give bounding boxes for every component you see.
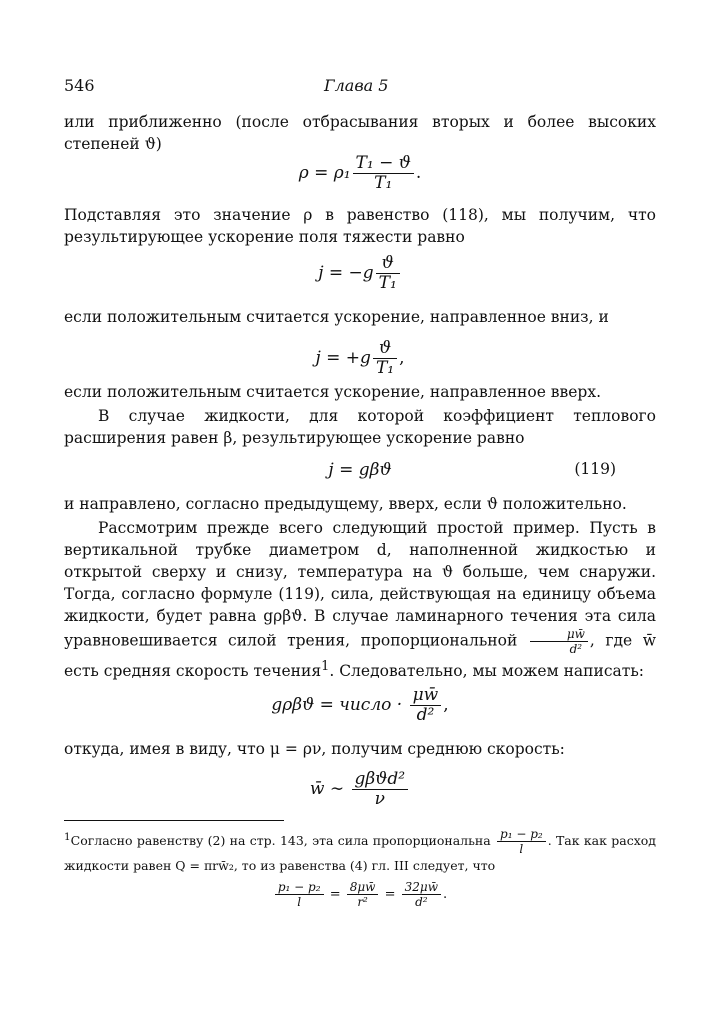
footnote-formula-den-1: l [297,895,302,909]
footnote-formula-num-2: 8μw̄ [347,880,379,895]
formula-balance-denominator: d² [416,705,435,725]
formula-velocity-numerator: gβϑd² [352,770,409,790]
formula-j-down-lhs: j = −g [318,263,374,283]
formula-j-up-numerator: ϑ [373,339,397,359]
paragraph-4-text: если положительным считается ускорение, направленное вверх. [64,383,602,401]
footnote-formula-fraction-2 [347,880,379,909]
formula-rho [0,154,720,193]
footnote-formula-equals-1: = [329,887,341,902]
paragraph-3-text: если положительным считается ускорение, направленное вниз, и [64,308,609,326]
paragraph-8-text: откуда, имея в виду, что μ = ρν, получим среднюю скорость: [64,740,565,758]
formula-velocity-denominator: ν [374,789,385,809]
footnote-formula-fraction-3 [402,880,441,909]
formula-rho-fraction [353,154,414,193]
formula-j-down-denominator: T₁ [378,273,397,293]
footnote [64,827,656,875]
paragraph-2 [64,204,656,248]
footnote-inline-denominator: l [519,842,524,856]
paragraph-6 [64,493,656,515]
formula-j-up-denominator: T₁ [375,358,395,378]
formula-velocity-lhs: w̄ ∼ [309,779,345,799]
formula-j-up-lhs: j = +g [315,348,371,368]
formula-balance-numerator: μw̄ [410,686,442,706]
footnote-formula-end: . [442,887,448,902]
paragraph-7-main: Рассмотрим прежде всего следующий простой пример. Пусть в вертикальной трубке диаметром d, наполненной жидкостью и открытой сверху и снизу, температура на ϑ больше, чем снаружи. Тогда, согласно формуле (119), сила, действующая на единицу объема жидкости, будет равна gρβϑ. В случае ламинарного течения эта сила уравновешивается силой трения, пропорциональной [64,519,656,650]
formula-119 [0,460,720,480]
footnote-formula-num-1: p₁ − p₂ [275,880,324,895]
formula-119-body: j = gβϑ [328,460,392,480]
footnote-text [64,827,656,875]
paragraph-3 [64,306,656,328]
paragraph-2-text: Подставляя это значение ρ в равенство (118), мы получим, что результирующее ускорение поля тяжести равно [64,206,656,246]
paragraph-8 [64,738,656,760]
formula-rho-lhs: ρ = ρ₁ [298,163,351,183]
formula-rho-numerator: T₁ − ϑ [353,154,414,174]
friction-denominator: d² [569,642,583,656]
paragraph-1-text: или приближенно (после отбрасывания вторых и более высоких степеней ϑ) [64,113,656,153]
formula-balance-lhs: gρβϑ = число · [271,695,403,715]
footnote-formula-num-3: 32μw̄ [402,880,441,895]
formula-velocity [0,770,720,809]
page-number: 546 [64,76,95,95]
paragraph-5 [64,405,656,449]
page-header [64,76,654,100]
paragraph-1 [64,111,656,155]
formula-rho-denominator: T₁ [374,173,393,193]
formula-balance-fraction [410,686,442,725]
paragraph-5-text: В случае жидкости, для которой коэффициент теплового расширения равен β, результирующее ускорение равно [64,407,656,447]
formula-velocity-fraction [352,770,409,809]
footnote-formula-fraction-1 [275,880,324,909]
paragraph-7 [64,517,656,682]
formula-j-down-fraction [376,254,400,293]
formula-balance [0,686,720,725]
formula-j-up-end: , [399,348,405,368]
formula-j-up [0,339,720,378]
footnote-formula-equals-2: = [384,887,396,902]
formula-j-up-fraction [373,339,397,378]
footnote-mark: 1 [64,830,71,843]
formula-j-down [0,254,720,293]
chapter-title: Глава 5 [324,76,389,95]
footnote-separator [64,820,284,821]
paragraph-6-text: и направлено, согласно предыдущему, вверх, если ϑ положительно. [64,495,627,513]
footnote-text-1: Согласно равенству (2) на стр. 143, эта сила пропорциональна [70,833,491,848]
formula-rho-end: . [415,163,422,183]
friction-numerator: μw̄ [530,627,588,642]
paragraph-4 [64,381,656,403]
formula-balance-end: , [443,695,449,715]
equation-number-119: (119) [574,460,616,478]
footnote-text-2: . Так как расход жидкости равен Q = πrw̄₂, то из равенства (4) гл. III следует, что [64,833,656,873]
paragraph-7-end: . Следовательно, мы можем написать: [329,662,644,681]
footnote-formula [0,880,720,909]
formula-j-down-numerator: ϑ [376,254,400,274]
footnote-formula-den-2: r² [357,895,368,909]
paragraph-7-text [64,517,656,682]
friction-fraction [530,627,588,656]
footnote-reference: 1 [321,659,330,674]
footnote-inline-numerator: p₁ − p₂ [497,827,546,842]
footnote-formula-den-3: d² [415,895,428,909]
paragraph-7-after-fraction: , где w̄ есть средняя скорость течения [64,631,656,681]
footnote-inline-fraction [497,827,546,856]
